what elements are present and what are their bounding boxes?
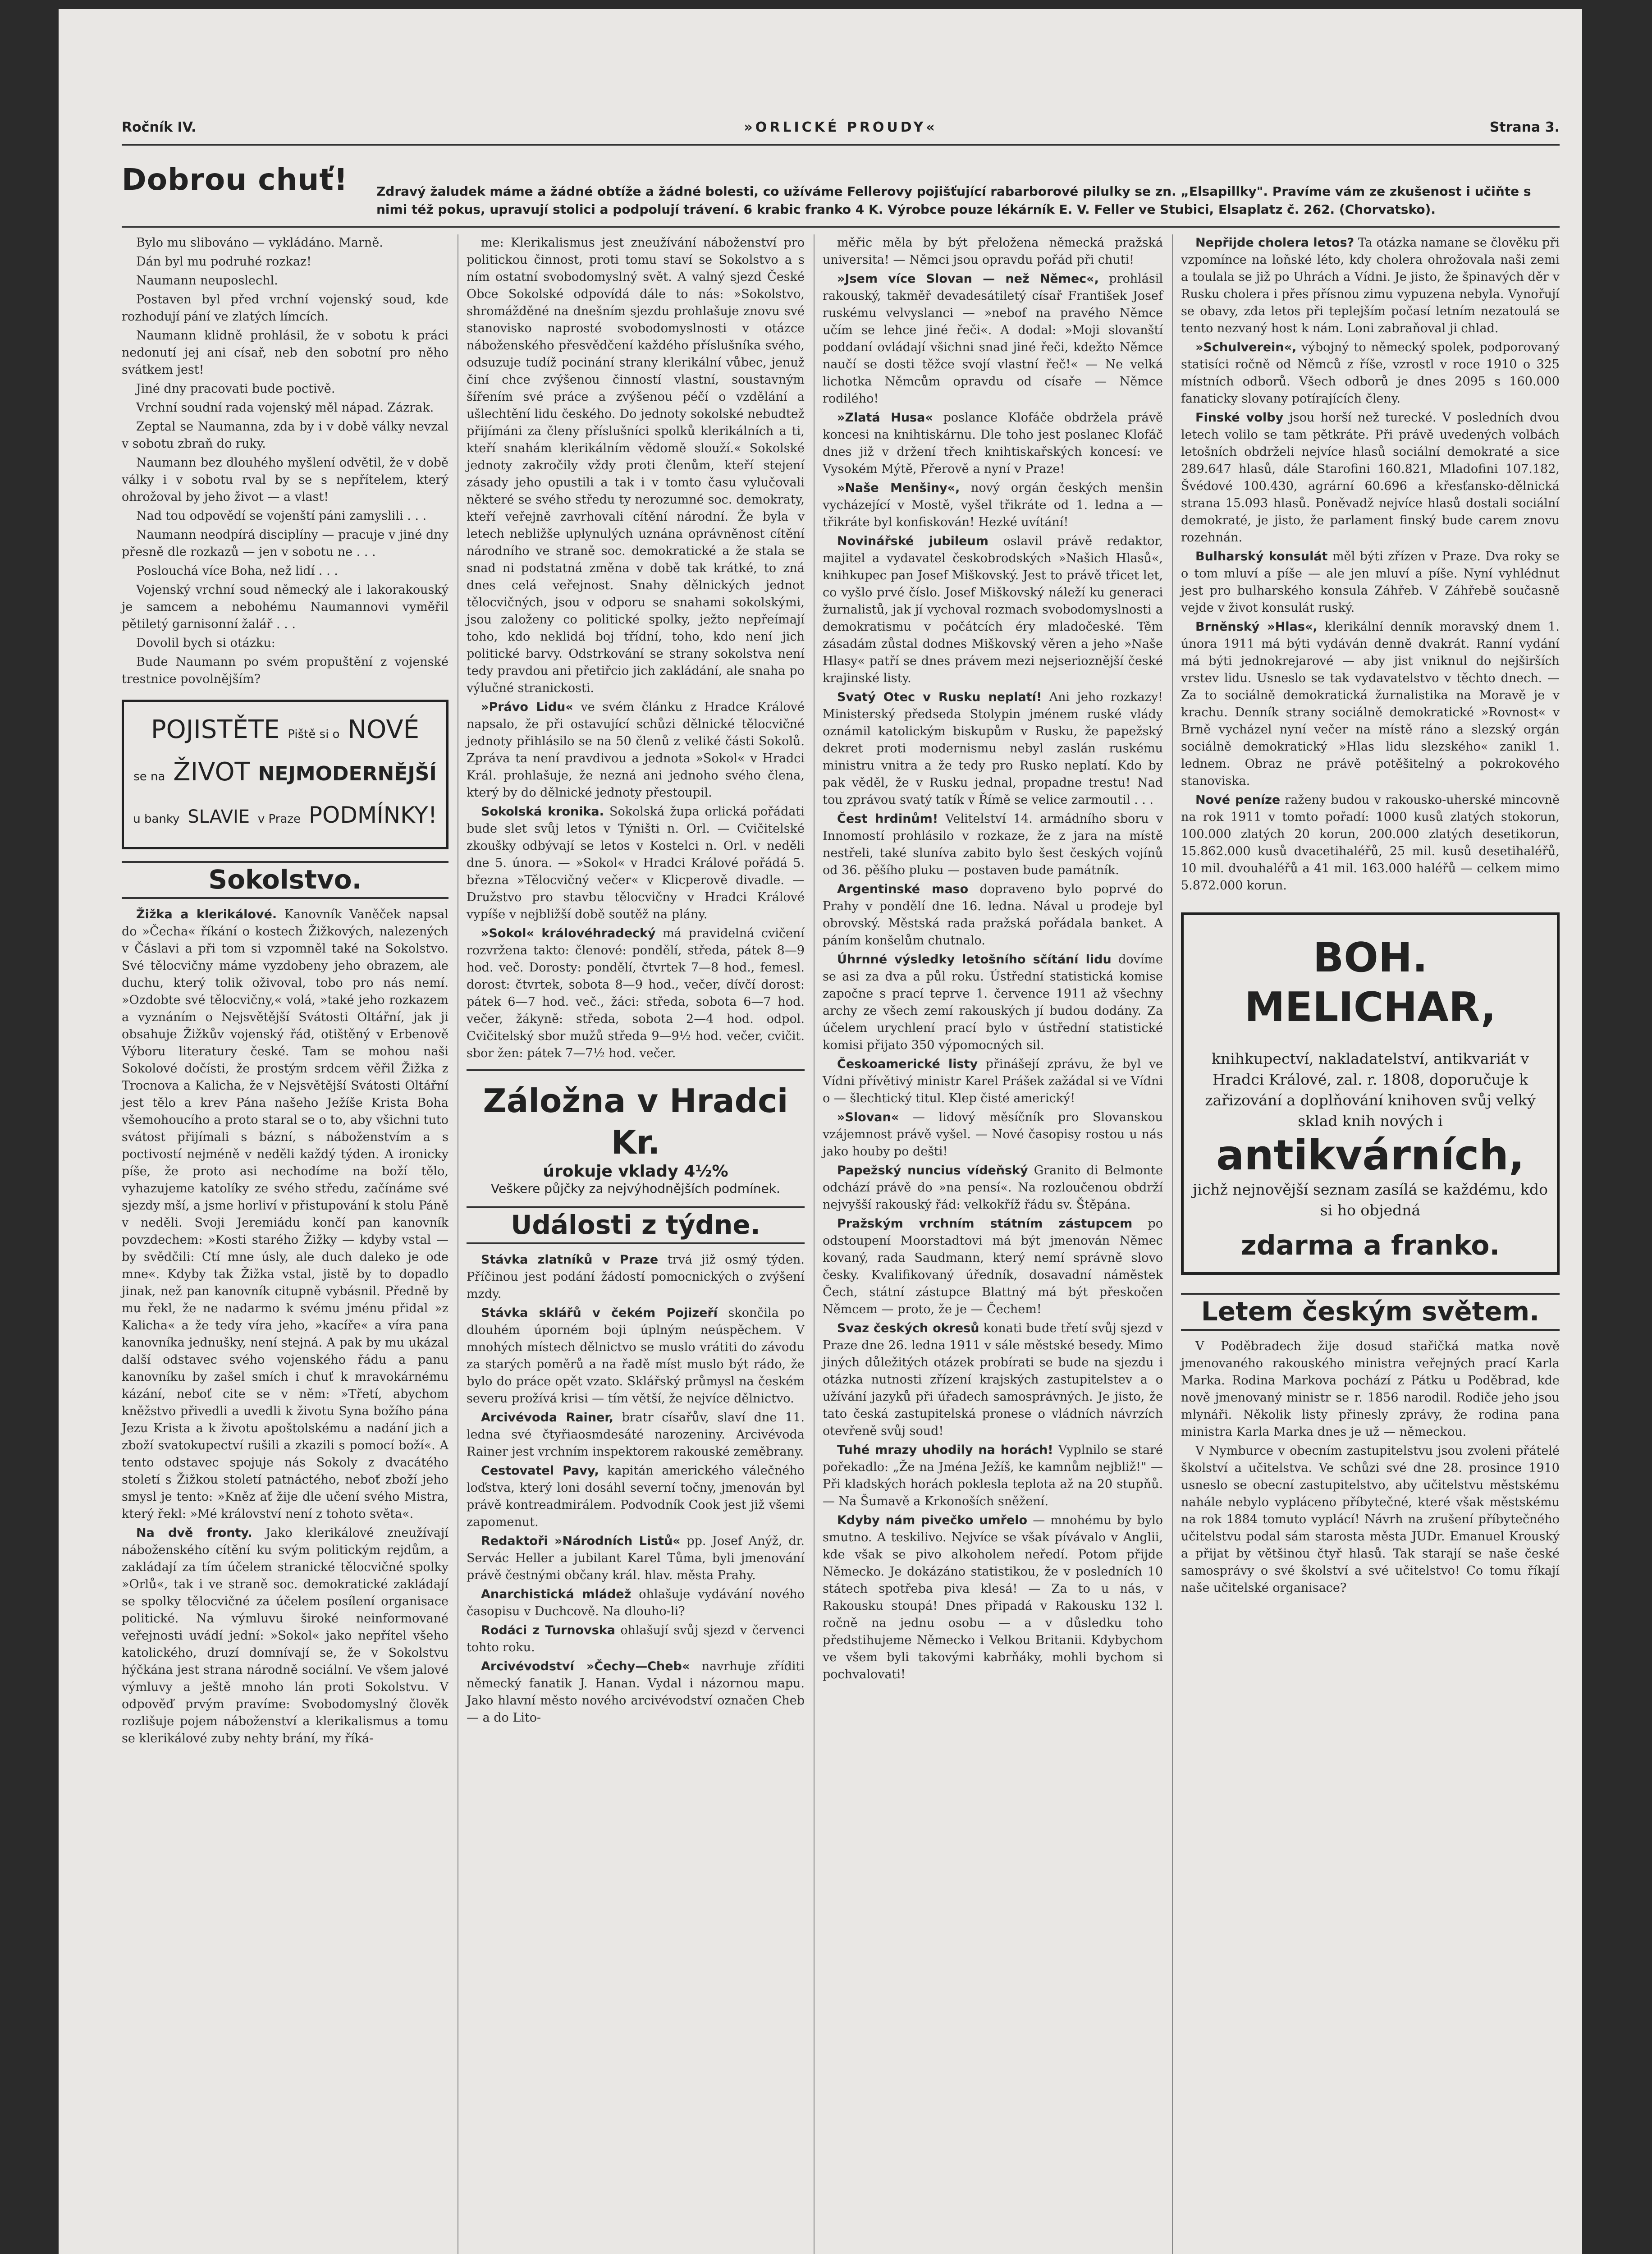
- column-2: [467, 234, 805, 1728]
- article-text: Velitelství 14. armádního sboru v Innomostí prohlásilo v rozkaze, že z jara na místě nestřeli, také sluníva zabito bylo šest českých vojínů od 36. pěšího pluku — postaven bude památník.: [823, 812, 1163, 877]
- section-rule: [122, 897, 448, 899]
- paragraph: Naumann neuposlechl.: [136, 274, 278, 288]
- paragraph: měřic měla by být přeložena německá pražská universita! — Němci jsou opravdu pořád při chuti!: [823, 236, 1163, 267]
- column-4: [1181, 234, 1560, 1599]
- header-rule: [122, 144, 1560, 146]
- article-text: výbojný to německý spolek, podporovaný statisíci ročně od Němců z říše, vzrostl v roce 1910 o 325 místních odborů. Všech odborů je dnes 2095 s 160.000 fanaticky slovany potírajících členy.: [1181, 340, 1560, 406]
- paragraph: Bude Naumann po svém propuštění z vojenské trestnice povolnějším?: [122, 655, 448, 686]
- column-3: [823, 234, 1163, 1685]
- slavia-insurance-ad: [122, 700, 448, 849]
- article-title: »Schulverein«,: [1195, 340, 1297, 354]
- article-text: ohlašuje vydávání nového časopisu v Duchcově. Na dlouho-li?: [467, 1587, 805, 1618]
- article-text: Ani jeho rozkazy! Ministerský předseda Stolypin jménem ruské vlády oznámil katolickým biskupům v Rusku, že papežský dekret proti modernismu nebyl zaslán ruskému ministru vnitra a že tedy pro Rusko neplatí. Kdo by pak věděl, že v Rusku jednal, propadne trestu! Nad tou zprávou svatý tatík v Římě se velice zarmoutil . . .: [823, 690, 1163, 807]
- paragraph: V Poděbradech žije dosud stařičká matka nově jmenovaného rakouského ministra veřejných prací Karla Marka. Rodina Markova pochází z Pátku u Poděbrad, kde nově jmenovaný ministr se r. 1856 narodil. Rodiče jeho jsou mlynáři. Několik listy přinesly zprávy, že rodina pana ministra Karla Marka dnes je už — německou.: [1181, 1339, 1560, 1439]
- article-title: »Jsem více Slovan — než Němec«,: [837, 272, 1099, 286]
- paragraph: Naumann bez dlouhého myšlení odvětil, že v době války i v sobotu rval by se s nepřítelem, který ohrožoval by jeho život — a vlast!: [122, 456, 448, 504]
- article-title: Nové peníze: [1195, 793, 1281, 807]
- article-text: bratr císařův, slaví dne 11. ledna své čtyřiaosmdesáté narozeniny. Arcivévoda Rainer jest vrchním inspektorem rakouské zeměbrany.: [467, 1411, 805, 1459]
- article-text: trvá již osmý týden. Příčinou jest podání žádostí pomocnických o zvýšení mzdy.: [467, 1253, 805, 1301]
- bookshop-name: BOH. MELICHAR,: [1244, 934, 1496, 1031]
- article-text: Jako klerikálové zneužívají náboženského cítění ku svým politickým rejdům, a zakládají za tím účelem stranické tělocvičné spolky »Orlů«, tak i ve straně soc. demokratické zakládají se spolky tělocvičné za účelem posílení organisace politické. Na výmluvu široké neinformované veřejnosti uvádí jední: »Sokol« jako nepřítel všeho katolického, druzí domnívají se, že v Sokolstvu hýčkána jest strana národně sociální. Ve všem jalové výmluvy a ještě mnoho lán proti Sokolstvu. V odpověď prvým pravíme: Svobodomyslný člověk rozlišuje pojem náboženství a klerikalismus a tomu se klerikálové zuby nehty brání, my říká-: [122, 1526, 448, 1745]
- section-rule: [467, 1242, 805, 1244]
- article-text: skončila po dlouhém úporném boji úplným neúspěchem. V mnohých místech dělnictvo se muslo vrátiti do závodu za starých poměrů a na řadě míst muslo být rádo, že bylo do práce opět vzato. Sklářský průmysl na českém severu prožívá krisi — tím větší, že nejvíce dělnictvo.: [467, 1306, 805, 1406]
- article-title: Rodáci z Turnovska: [481, 1623, 615, 1637]
- section-heading-sokolstvo: Sokolstvo.: [208, 864, 362, 895]
- paragraph: Dovolil bych si otázku:: [136, 636, 275, 650]
- volume-label: Ročník IV.: [122, 119, 197, 135]
- paragraph: Vojenský vrchní soud německý ale i lakorakouský je samcem a nebohému Naumannovi vyměřil pětiletý garnisonní žalář . . .: [122, 583, 448, 631]
- article-text: — mnohému by bylo smutno. A teskilivo. Nejvíce se však pívávalo v Anglii, kde však se pivo alkoholem neředí. Potom přijde Německo. Je dokázáno statistikou, že v posledních 10 státech spotřeba piva klesá! — Za to u nás, v Rakousku stoupá! Dnes připadá v Rakousku 132 l. ročně na jednu osobu — a v důsledku toho předstihujeme Německo i Velkou Britanii. Kdybychom ve všem byli takovými kabrňáky, mohli bychom si pochvalovati!: [823, 1513, 1163, 1681]
- article-text: má pravidelná cvičení rozvržena takto: členové: pondělí, středa, pátek 8—9 hod. več. Dorosty: pondělí, čtvrtek 7—8 hod., femesl. dorost: čtvrtek, sobota 8—9 hod., večer, dívčí dorost: pátek 6—7 hod. več., žáci: středa, sobota 6—7 hod. večer, žákyně: středa, sobota 2—4 hod. odpol. Cvičitelský sbor mužů středa 9—9½ hod. večer, cvičit. sbor žen: pátek 7—7½ hod. večer.: [467, 926, 805, 1060]
- article-title: Anarchistická mládež: [481, 1587, 632, 1601]
- article-title: Sokolská kronika.: [481, 805, 604, 819]
- article-title: Cestovatel Pavy,: [481, 1464, 599, 1478]
- page-number: Strana 3.: [1489, 119, 1560, 135]
- article-title: Kdyby nám pivečko umřelo: [837, 1513, 1028, 1527]
- article-title: Brněnský »Hlas«,: [1195, 620, 1318, 634]
- article-text: měl býti zřízen v Praze. Dva roky se o tom mluví a píše — ale jen mluví a píše. Nyní vyhlédnut jest pro bulharského konsula Záhřeb. V Záhřebě současně vejde v život konsulát ruský.: [1181, 550, 1560, 615]
- newspaper-page: [59, 9, 1582, 2254]
- article-title: Bulharský konsulát: [1195, 550, 1328, 564]
- article-title: Čest hrdinům!: [837, 812, 938, 826]
- article-title: Arcivévoda Rainer,: [481, 1411, 613, 1425]
- article-title: Žižka a klerikálové.: [136, 907, 277, 921]
- article-title: Stávka zlatníků v Praze: [481, 1253, 659, 1267]
- article-title: »Slovan«: [837, 1110, 899, 1124]
- article-text: ve svém článku z Hradce Králové napsalo, že při ostavující schůzi dělnické tělocvičné jednoty přihlásilo se na 50 členů z veliké části Sokolů. Zpráva ta není pravdivou a jednota »Sokol« v Hradci Král. prohlašuje, že nezná ani jednoho svého člena, který by do dělnické jednoty přestoupil.: [467, 700, 805, 800]
- article-title: »Sokol« královéhradecký: [481, 926, 656, 940]
- article-text: kapitán amerického válečného loďstva, který loni dosáhl severní točny, jmenován byl právě kontreadmirálem. Podvodník Cook jest již všemi zapomenut.: [467, 1464, 805, 1529]
- ad-word: u banky: [133, 812, 180, 826]
- column-1: [122, 234, 448, 1749]
- article-title: Pražským vrchním státním zástupcem: [837, 1217, 1133, 1231]
- paragraph: Bylo mu slibováno — vykládáno. Marně.: [136, 236, 383, 250]
- article-title: Úhrnné výsledky letošního sčítání lidu: [837, 953, 1112, 967]
- article-title: Redaktoři »Národních Listů«: [481, 1534, 681, 1548]
- ad-word: v Praze: [257, 812, 301, 826]
- article-title: Českoamerické listy: [837, 1057, 978, 1071]
- zalozna-ad: [467, 1080, 805, 1197]
- article-title: »Naše Menšiny«,: [837, 481, 960, 495]
- article-text: raženy budou v rakousko-uherské mincovně na rok 1911 v tomto pořadí: 1000 kusů zlatých stokorun, 100.000 zlatých 20 korun, 200.000 zlatých desetikorun, 15.862.000 kusů dvacetihaléřů, 25 mil. kusů desetihaléřů, 10 mil. dvouhaléřů a 41 mil. 163.000 haléřů — celkem mimo 5.872.000 korun.: [1181, 793, 1560, 893]
- article-text: přinášejí zprávu, že byl ve Vídni přívětivý ministr Karel Prášek zažádal si ve Vídni o — šlechtický titul. Klep čisté americký!: [823, 1057, 1163, 1105]
- ad-text: Zdravý žaludek máme a žádné obtíže a žádné bolesti, co užíváme Fellerovy pojišťující rabarborové pilulky se zn. „Elsapillky". Pravíme vám ze zkušenost i učiňte s nimi též pokus, upravují stolici a podpolují trávení. 6 krabic franko 4 K. Výrobce pouze lékárník E. V. Feller ve Stubici, Elsaplatz č. 262. (Chorvatsko).: [376, 184, 1531, 217]
- section-rule: [467, 1206, 805, 1208]
- article-text: konati bude třetí svůj sjezd v Praze dne 26. ledna 1911 v sále městské besedy. Mimo jiných důležitých otázek probírati se bude na sjezdu i otázka nutnosti zřízení krajských zastupitelstev a o užívání jazyků při úřadech samosprávných. Je jisto, že tato česká zastupitelská pronese o vládních návrzích otevřeně svůj soud!: [823, 1321, 1163, 1438]
- article-title: Tuhé mrazy uhodily na horách!: [837, 1443, 1053, 1457]
- bookshop-antiquarian: antikvárních,: [1216, 1131, 1524, 1179]
- paragraph: Dán byl mu podruhé rozkaz!: [136, 255, 312, 269]
- paragraph: Poslouchá více Boha, než lidí . . .: [136, 564, 338, 578]
- article-text: dopraveno bylo poprvé do Prahy v pondělí dne 16. ledna. Nával u prodeje byl obrovský. Městská rada pražská pořádala banket. A páním konšelům chutnalo.: [823, 882, 1163, 948]
- melichar-bookshop-ad: [1181, 912, 1560, 1275]
- article-text: ohlašují svůj sjezd v červenci tohto roku.: [467, 1623, 805, 1654]
- article-text: jsou horší než turecké. V posledních dvou letech volilo se tam pětkráte. Při právě uvedených volbách letošních obdrželi nejvíce hlasů sociální demokraté a sice 289.647 hlasů, dále Starofini 160.821, Mladofini 107.182, Švédové 100.430, agrární 60.696 a křesťansko-dělnická strana 15.093 hlasů. Poněvadž nejvíce hlasů dostali sociální demokraté, je jisto, že parlament finský bude carem znovu rozehnán.: [1181, 411, 1560, 545]
- article-text: dovíme se asi za dva a půl roku. Ústřední statistická komise započne s prací teprve 1. července 1911 až všechny archy ze všech zemí rakouských jí budou dodány. Za účelem urychlení prací bylo v ústřední statistické komisi přijato 350 výpomocných sil.: [823, 953, 1163, 1052]
- article-title: Arcivévodství »Čechy—Cheb«: [481, 1659, 690, 1673]
- ad-word: ŽIVOT: [173, 757, 250, 787]
- article-text: po odstoupení Moorstadtovi má být jmenován Němec kovaný, rada Saudmann, který nemí správně slovo česky. Kvalifikovaný úředník, dosavadní náměstek Čech, státní zástupce Blattný má být přeskočen Němcem — proto, že je — Čechem!: [823, 1217, 1163, 1316]
- ad-word: NOVÉ: [348, 715, 420, 744]
- column-divider: [1172, 234, 1173, 2254]
- paragraph: Naumann neodpírá disciplíny — pracuje v jiné dny přesně dle rozkazů — jen v sobotu ne . . .: [122, 528, 448, 559]
- section-rule: [1181, 1329, 1560, 1331]
- ad-headline: Dobrou chuť!: [122, 162, 348, 197]
- column-divider: [814, 234, 815, 2254]
- paragraph: Vrchní soudní rada vojenský měl nápad. Zázrak.: [136, 401, 434, 415]
- article-text: Sokolská župa orlická pořádati bude slet svůj letos v Týništi n. Orl. — Cvičitelské zkoušky odbývají se letos v Kostelci n. Orl. v neděli dne 5. února. — »Sokol« v Hradci Králové pořádá 5. března »Tělocvičný večer« v Klicperově divadle. — Družstvo pro stavbu tělocvičny v Hradci Králové vypíše v nejbližší době soutěž na plány.: [467, 805, 805, 921]
- article-title: »Právo Lidu«: [481, 700, 573, 714]
- zalozna-title: Záložna v Hradci Kr.: [483, 1082, 788, 1161]
- bookshop-free-shipping: zdarma a franko.: [1240, 1230, 1500, 1261]
- ad-word: SLAVIE: [188, 806, 250, 827]
- article-text: nový orgán českých menšin vycházející v Mostě, vyšel třikráte od 1. ledna a — třikráte byl konfiskován! Hezké uvítání!: [823, 481, 1163, 529]
- ad-word: NEJMODERNĚJŠÍ: [258, 762, 437, 785]
- section-heading-udalosti: Události z týdne.: [511, 1209, 760, 1240]
- newspaper-title: »ORLICKÉ PROUDY«: [744, 119, 938, 135]
- article-title: Finské volby: [1195, 411, 1284, 425]
- article-text: poslance Klofáče obdržela právě koncesi na knihtiskárnu. Dle toho jest poslanec Klofáč dnes již v držení třech knihtiskařských koncesí: ve Vysokém Mýtě, Přerově a nyní v Praze!: [823, 411, 1163, 476]
- article-title: Na dvě fronty.: [136, 1526, 252, 1540]
- paragraph: Zeptal se Naumanna, zda by i v době války nevzal v sobotu zbraň do ruky.: [122, 420, 448, 451]
- section-rule: [122, 861, 448, 863]
- paragraph: V Nymburce v obecním zastupitelstvu jsou zvoleni přátelé školství a učitelstva. Ve schůzi své dne 28. prosince 1910 usneslo se obecní zastupitelstvo, aby učitelstvu městskému nahále nebylo vypláceno příbytečné, které však městskému na rok 1884 tomuto vyplácí! Návrh na zrušení příbytečného učitelstvu podal sám starosta města JUDr. Emanuel Krouský a přijat by většinou čtyř hlasů. Tak starají se naše české samosprávy o své školství a své učitelstvo! Co tomu říkají naše učitelské organisace?: [1181, 1444, 1560, 1595]
- article-text: klerikální denník moravský dnem 1. února 1911 má býti vydáván denně dvakrát. Ranní vydání má býti jednokrejarové — aby jist vniknul do nejširších vrstev lidu. Usneslo se tak vydavatelstvo v těchto dnech. — Za to sociálně demokratická žurnalistika na Moravě je v krachu. Denník strany sociálně demokratické »Rovnost« v Brně vycházel nyní večer na místě ráno a slezský orgán sociálně demokratický »Hlas lidu slezského« zanikl 1. lednem. Obraz ne právě potěšitelný a pokrokového stanoviska.: [1181, 620, 1560, 788]
- paragraph: Postaven byl před vrchní vojenský soud, kde rozhodují pání ve zlatých límcích.: [122, 293, 448, 324]
- article-text: Ta otázka namane se člověku při vzpomínce na loňské léto, kdy cholera ohrožovala naši zemi a toulala se již po Uhrách a Vídni. Je jisto, že špinavých děr v Rusku cholera i přes přísnou zimu vypuzena nebyla. Vynořují se obavy, zda letos při teplejším počasí letním nezatoulá se tento nezvaný host k nám. Loni zabraňoval ji chlad.: [1181, 236, 1560, 335]
- article-title: »Zlatá Husa«: [837, 411, 933, 425]
- paragraph: Naumann klidně prohlásil, že v sobotu k práci nedonutí jej ani císař, neb den sobotní pro něho svátkem jest!: [122, 329, 448, 377]
- top-advertisement: [122, 162, 1560, 225]
- article-text: Kanovník Vaněček napsal do »Čecha« říkání o kostech Žižkových, nalezených v Čáslavi a při tom si vzpomněl také na Sokolstvo. Své tělocvičny máme vyzdobeny jeho obrazem, ale duchu, který tolik oživoval, tobo pro nás nemí. »Ozdobte své tělocvičny,« volá, »také jeho rozkazem a vyznáním o Nejsvětější Svátosti Oltářní, jak ji obsahuje Žižkův vojenský řád, otištěný v Erbenově Výboru literatury české. Tam se mohou naši Sokolové dočísti, že prostým srdcem věřil Žižka z Trocnova a Kalicha, že v Nejsvětější Svátosti Oltářní jest tělo a krev Pána našeho Ježíše Krista Boha všemohoucího a proto staral se o to, aby všichni tuto svátost přijímali s bázní, s náboženstvím a s poctivostí nejméně v neděli každý týden. A ironicky píše, že proto asi nechodíme na boží tělo, vyhazujeme katolíky ze svého středu, začínáme své sjezdy mší, a jsme horliví v přistupování k stolu Páně v neděli. Svoji Jeremiádu končí pan kanovník povzdechem: »Kosti starého Žižky — kdyby vstal — by svědčili: Ctí mne úsly, ale duch daleko je ode mne«. Kdyby tak Žižka vstal, jistě by to dopadlo jinak, než pan kanovník citupně vybásnil. Předně by mu řekl, že ne nadarmo k svému jménu přidal »z Kalicha« a že tedy víra jeho, »kacíře« a víra pana kanovníka jednušky, není stejná. A pak by mu ukázal další odstavec svého vojenského řádu a panu kanovníku by zašel smích i chuť k mravokárnému kázání, neboť cite se v něm: »Třetí, abychom kněžstvo přivedli a uvedli k životu Syna božího pána Jezu Krista a k životu apoštolskému a nadání jich a zboží svatokupectví rušili a zkazili s pomocí boží«. A tento odstavec spojuje nás Sokoly z dvacátého století s Žižkou století patnáctého, neboť zboží jeho smysl je tento: »Kněz ať žije dle učení svého Mistra, který řekl: »Mé království není z tohoto světa«.: [122, 907, 448, 1521]
- article-text: Vyplnilo se staré pořekadlo: „Že na Jména Ježíš, ke kamnům nejbliž!" — Při kladských horách poklesla teplota až na 20 stupňů. — Na Šumavě a Krkonoších sněžení.: [823, 1443, 1163, 1508]
- zalozna-loans: Veškere půjčky za nejvýhodnějších podmínek.: [491, 1181, 780, 1196]
- paragraph: Jiné dny pracovati bude poctivě.: [136, 382, 335, 396]
- article-text: prohlásil rakouský, takměř devadesátiletý císař František Josef ruskému velvyslanci — »nebof na pravého Němce učím se lehce jiné řeči«. A dodal: »Moji slovanští poddaní ovládají všichni snad jiné řeči, kdežto Němce naučí se dosti těžce svojí vlastní řeč!« — Ne velká lichotka Němcům opravdu od císaře — Němce rodilého!: [823, 272, 1163, 406]
- page-header: [122, 119, 1560, 147]
- section-rule: [467, 1069, 805, 1071]
- ad-rule: [122, 226, 1560, 228]
- article-title: Novinářské jubileum: [837, 534, 988, 548]
- paragraph: Nad tou odpovědí se vojenští páni zamyslili . . .: [136, 509, 427, 523]
- article-title: Svaz českých okresů: [837, 1321, 979, 1335]
- article-text: navrhuje zříditi německý fanatik J. Hanan. Vydal i názornou mapu. Jako hlavní město nového arcivévodství označen Cheb — a do Lito-: [467, 1659, 805, 1725]
- section-rule: [1181, 1293, 1560, 1295]
- zalozna-rate: úrokuje vklady 4½%: [543, 1162, 728, 1181]
- article-text: Granito di Belmonte odchází právě do »na pensí«. Na rozloučenou obdrží nejvyšší rakouský řád: velkokříž řádu sv. Štěpána.: [823, 1164, 1163, 1212]
- ad-word: PODMÍNKY!: [308, 802, 437, 828]
- article-title: Argentinské maso: [837, 882, 969, 896]
- article-title: Nepřijde cholera letos?: [1195, 236, 1355, 250]
- article-text: oslavil právě redaktor, majitel a vydavatel českobrodských »Našich Hlasů«, knihkupec pan Josef Miškovský. Jest to právě třicet let, co vyšlo prvé číslo. Josef Miškovský náleží ku generaci žurnalistů, jak jí vychoval rozmach svobodomyslnosti a demokratismu v počátcích éry mladočeské. Těm zásadám zůstal dodnes Miškovský věren a jeho »Naše Hlasy« patří se dnes právem mezi nejserioznější české krajinské listy.: [823, 534, 1163, 685]
- ad-word: Piště si o: [288, 728, 340, 741]
- article-title: Stávka sklářů v čekém Pojizeří: [481, 1306, 718, 1320]
- article-title: Svatý Otec v Rusku neplatí!: [837, 690, 1042, 704]
- article-text: pp. Josef Anýž, dr. Servác Heller a jubilant Karel Tůma, byli jmenování právě čestnými občany král. hlav. města Prahy.: [467, 1534, 805, 1582]
- section-heading-letem: Letem českým světem.: [1201, 1296, 1540, 1327]
- article-text: — lidový měsíčník pro Slovanskou vzájemnost právě vyšel. — Nové časopisy rostou u nás jako houby po dešti!: [823, 1110, 1163, 1159]
- article-title: Papežský nuncius vídeňský: [837, 1164, 1028, 1177]
- ad-word: se na: [133, 770, 165, 783]
- bookshop-catalog-note: jichž nejnovější seznam zasílá se každému, kdo si ho objedná: [1193, 1181, 1548, 1219]
- bookshop-description: knihkupectví, nakladatelství, antikvariát v Hradci Králové, zal. r. 1808, doporučuje k zařizování a doplňování knihoven svůj velký sklad knih nových i: [1205, 1050, 1536, 1130]
- paragraph: me: Klerikalismus jest zneužívání náboženství pro politickou činnost, proti tomu staví se Sokolstvo a s ním ostatní svobodomyslný svět. A valný sjezd České Obce Sokolské odpovídá dále to nás: »Sokolstvo, shromážděné na dnešním sjezdu prohlašuje znovu své stanovisko naprosté svobodomyslnosti v otázce náboženského přesvědčení každého příslušníka svého, odsuzuje tudíž pocinání strany klerikální vůbec, jenuž činí chce zvýšenou činností vlastní, soustavným šířením své práce a zvýšenou péčí o vzdělání a ušlechtění lidu českého. Do jednoty sokolské nebudtež přijímáni za členy příslušníci spolků klerikálních a ti, kteří snahám klerikálním vědomě slouží.« Sokolské jednoty zakročily vždy proti členům, kteří stejení zásady jeho opustili a tak i v tomto času vylučovali některé se svého středu ty nerozumné soc. demokraty, kteří veřejně zavrhovali cítění národní. Že byla v letech nebližše uplynulých uznána oprávněnost cítění národního ve straně soc. demokratické a že stala se snad ni podstatná změna v době tak krátké, to zná dnes celá veřejnost. Snahy dělnických jednot tělocvičných, jsou v odporu se snahami sokolskými, jsou založeny co politické spolky, ježto nepřeímají toho, kdo neklidá boj třídní, toho, kdo není jich politické barvy. Odstrkování se strany sokolstva není tedy pravdou ani přetiřcio jich zakládání, ale snaha po výlučné stranickosti.: [467, 236, 805, 695]
- ad-word: POJISTĚTE: [151, 715, 280, 744]
